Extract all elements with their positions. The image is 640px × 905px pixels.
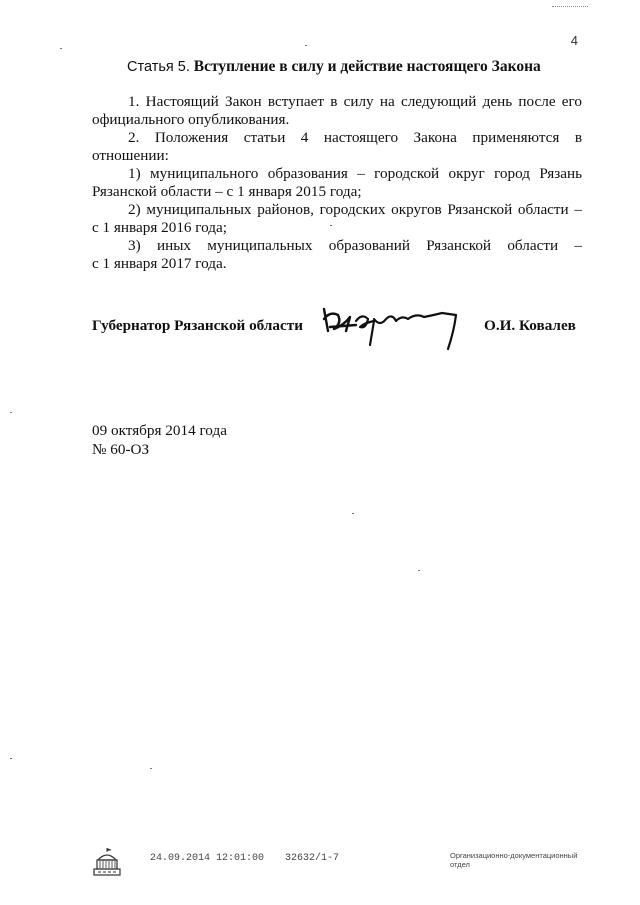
article-title: Вступление в силу и действие настоящего Закона bbox=[193, 58, 541, 75]
article-heading bbox=[127, 58, 567, 76]
law-number: № 60-ОЗ bbox=[92, 441, 150, 458]
scan-speck bbox=[10, 758, 12, 759]
department-stamp bbox=[450, 851, 610, 869]
article-label: Статья 5. bbox=[127, 59, 190, 75]
signature-block bbox=[92, 313, 582, 363]
article-body bbox=[92, 93, 582, 273]
handwritten-signature bbox=[316, 301, 476, 355]
duma-logo-icon bbox=[92, 846, 122, 878]
signatory-title: Губернатор Рязанской области bbox=[92, 317, 303, 334]
scan-speck bbox=[330, 225, 332, 226]
page-number: 4 bbox=[570, 33, 578, 48]
paragraph-line: 2) муниципальных районов, городских округов Рязанской области – bbox=[128, 201, 582, 218]
paragraph-line: 3) иных муниципальных образований Рязанской области – bbox=[128, 237, 582, 254]
registration-code: 32632/1-7 bbox=[285, 853, 340, 864]
paragraph-line: официального опубликования. bbox=[92, 111, 290, 128]
scan-speck bbox=[150, 768, 152, 769]
paragraph-line: 2. Положения статьи 4 настоящего Закона применяются в bbox=[128, 129, 582, 146]
scan-speck bbox=[418, 570, 420, 571]
scan-speck bbox=[352, 513, 354, 514]
paragraph-line: с 1 января 2017 года. bbox=[92, 255, 227, 272]
date-block bbox=[92, 421, 227, 459]
scan-speck bbox=[305, 45, 307, 46]
signatory-name: О.И. Ковалев bbox=[484, 317, 576, 334]
paragraph-line: 1. Настоящий Закон вступает в силу на следующий день после его bbox=[128, 93, 582, 110]
paragraph-line: 1) муниципального образования – городской округ город Рязань bbox=[128, 165, 582, 182]
registration-datetime: 24.09.2014 12:01:00 bbox=[150, 853, 265, 864]
scan-speck bbox=[60, 48, 62, 49]
paragraph-line: Рязанской области – с 1 января 2015 года; bbox=[92, 183, 362, 200]
paragraph-line: с 1 января 2016 года; bbox=[92, 219, 227, 236]
law-date: 09 октября 2014 года bbox=[92, 422, 227, 439]
paragraph-line: отношении: bbox=[92, 147, 169, 164]
scan-speck bbox=[10, 412, 12, 413]
department-line: отдел bbox=[450, 860, 470, 869]
corner-mark bbox=[552, 6, 588, 8]
department-line: Организационно-документационный bbox=[450, 851, 578, 860]
